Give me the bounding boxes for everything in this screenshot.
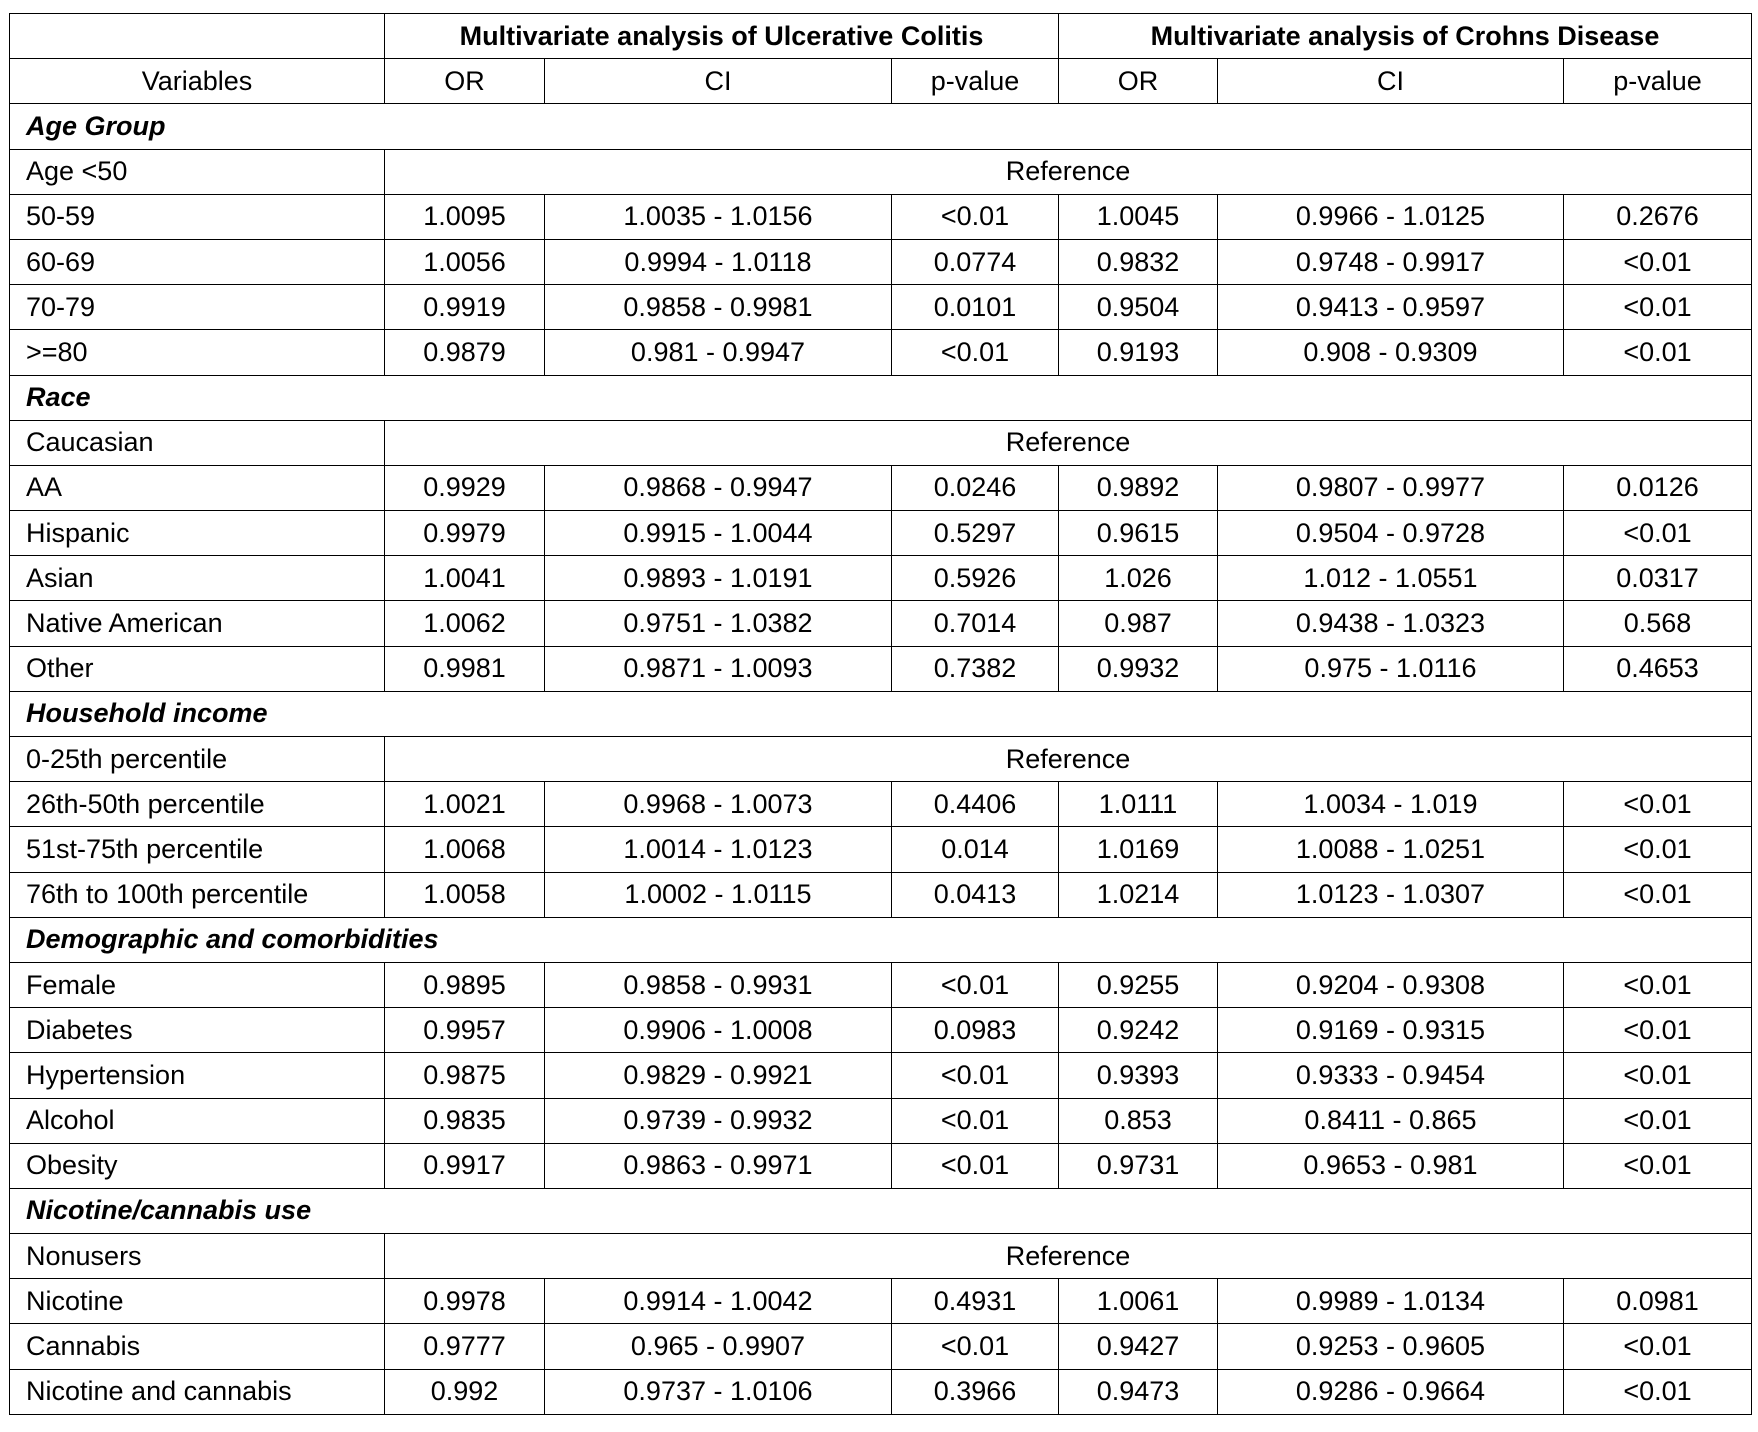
variable-label: Hypertension [10, 1053, 385, 1098]
cd-or-cell: 1.0111 [1059, 782, 1218, 827]
section-header-row [10, 104, 1752, 149]
cd-pvalue-cell: <0.01 [1564, 1008, 1752, 1053]
uc-or-cell: 0.9979 [385, 511, 545, 556]
reference-row [10, 149, 1752, 194]
variable-label: 0-25th percentile [10, 737, 385, 782]
table-row [10, 601, 1752, 646]
cd-ci-cell: 1.0123 - 1.0307 [1218, 872, 1564, 917]
cd-or-cell: 1.026 [1059, 556, 1218, 601]
variable-label: Nicotine and cannabis [10, 1369, 385, 1414]
cd-pvalue-cell: <0.01 [1564, 239, 1752, 284]
cd-or-cell: 0.9242 [1059, 1008, 1218, 1053]
variables-header: Variables [10, 59, 385, 104]
cd-ci-cell: 0.9253 - 0.9605 [1218, 1324, 1564, 1369]
uc-pvalue-cell: <0.01 [892, 962, 1059, 1007]
cd-or-cell: 0.9193 [1059, 330, 1218, 375]
cd-or-cell: 0.9473 [1059, 1369, 1218, 1414]
variable-label: Obesity [10, 1143, 385, 1188]
variable-label: Female [10, 962, 385, 1007]
cd-pvalue-cell: <0.01 [1564, 782, 1752, 827]
cd-or-cell: 0.987 [1059, 601, 1218, 646]
section-title: Household income [10, 691, 1752, 736]
cd-or-cell: 0.9427 [1059, 1324, 1218, 1369]
uc-pvalue-cell: 0.0101 [892, 285, 1059, 330]
uc-ci-cell: 1.0014 - 1.0123 [545, 827, 892, 872]
cd-pvalue-header: p-value [1564, 59, 1752, 104]
table-row [10, 511, 1752, 556]
uc-pvalue-cell: <0.01 [892, 330, 1059, 375]
uc-pvalue-cell: <0.01 [892, 1098, 1059, 1143]
cd-ci-cell: 0.9169 - 0.9315 [1218, 1008, 1564, 1053]
variable-label: 76th to 100th percentile [10, 872, 385, 917]
cd-pvalue-cell: <0.01 [1564, 1324, 1752, 1369]
cd-pvalue-cell: <0.01 [1564, 962, 1752, 1007]
reference-cell: Reference [385, 420, 1752, 465]
cd-pvalue-cell: <0.01 [1564, 1053, 1752, 1098]
uc-ci-cell: 0.9871 - 1.0093 [545, 646, 892, 691]
cd-pvalue-cell: 0.2676 [1564, 194, 1752, 239]
variable-label: Native American [10, 601, 385, 646]
uc-ci-cell: 1.0002 - 1.0115 [545, 872, 892, 917]
cd-or-cell: 0.9393 [1059, 1053, 1218, 1098]
uc-ci-cell: 0.9739 - 0.9932 [545, 1098, 892, 1143]
uc-ci-cell: 0.9994 - 1.0118 [545, 239, 892, 284]
uc-or-header: OR [385, 59, 545, 104]
uc-or-cell: 0.9981 [385, 646, 545, 691]
uc-ci-header: CI [545, 59, 892, 104]
uc-pvalue-header: p-value [892, 59, 1059, 104]
table-row [10, 1279, 1752, 1324]
cd-pvalue-cell: 0.0317 [1564, 556, 1752, 601]
variable-label: 70-79 [10, 285, 385, 330]
uc-or-cell: 1.0058 [385, 872, 545, 917]
blank-header-cell [10, 14, 385, 59]
uc-or-cell: 0.9777 [385, 1324, 545, 1369]
uc-ci-cell: 0.9893 - 1.0191 [545, 556, 892, 601]
uc-pvalue-cell: 0.0774 [892, 239, 1059, 284]
variable-label: Alcohol [10, 1098, 385, 1143]
variable-label: 26th-50th percentile [10, 782, 385, 827]
uc-pvalue-cell: 0.0983 [892, 1008, 1059, 1053]
uc-or-cell: 0.9919 [385, 285, 545, 330]
multivariate-analysis-table [9, 13, 1752, 1415]
cd-or-cell: 1.0214 [1059, 872, 1218, 917]
variable-label: 51st-75th percentile [10, 827, 385, 872]
cd-ci-cell: 0.9504 - 0.9728 [1218, 511, 1564, 556]
cd-or-cell: 0.9832 [1059, 239, 1218, 284]
uc-or-cell: 1.0041 [385, 556, 545, 601]
reference-cell: Reference [385, 737, 1752, 782]
variable-label: Cannabis [10, 1324, 385, 1369]
uc-group-header: Multivariate analysis of Ulcerative Colitis [385, 14, 1059, 59]
table-row [10, 872, 1752, 917]
cd-ci-cell: 1.0034 - 1.019 [1218, 782, 1564, 827]
uc-pvalue-cell: 0.5926 [892, 556, 1059, 601]
section-header-row [10, 691, 1752, 736]
table-row [10, 1324, 1752, 1369]
section-header-row [10, 1188, 1752, 1233]
uc-pvalue-cell: <0.01 [892, 1143, 1059, 1188]
cd-or-header: OR [1059, 59, 1218, 104]
cd-or-cell: 1.0061 [1059, 1279, 1218, 1324]
section-title: Race [10, 375, 1752, 420]
uc-pvalue-cell: 0.3966 [892, 1369, 1059, 1414]
uc-or-cell: 0.9957 [385, 1008, 545, 1053]
uc-pvalue-cell: 0.0413 [892, 872, 1059, 917]
cd-pvalue-cell: 0.568 [1564, 601, 1752, 646]
variable-label: 50-59 [10, 194, 385, 239]
uc-or-cell: 0.9835 [385, 1098, 545, 1143]
section-title: Demographic and comorbidities [10, 917, 1752, 962]
uc-pvalue-cell: 0.7014 [892, 601, 1059, 646]
cd-ci-cell: 0.9748 - 0.9917 [1218, 239, 1564, 284]
reference-row [10, 737, 1752, 782]
column-header-row [10, 59, 1752, 104]
cd-pvalue-cell: <0.01 [1564, 827, 1752, 872]
cd-ci-cell: 0.8411 - 0.865 [1218, 1098, 1564, 1143]
table-row [10, 1098, 1752, 1143]
uc-pvalue-cell: <0.01 [892, 1324, 1059, 1369]
uc-or-cell: 0.992 [385, 1369, 545, 1414]
reference-row [10, 1234, 1752, 1279]
uc-ci-cell: 0.9968 - 1.0073 [545, 782, 892, 827]
table-row [10, 1053, 1752, 1098]
cd-or-cell: 0.9615 [1059, 511, 1218, 556]
table-container [9, 13, 1751, 1415]
uc-pvalue-cell: 0.5297 [892, 511, 1059, 556]
uc-pvalue-cell: 0.4406 [892, 782, 1059, 827]
table-row [10, 556, 1752, 601]
cd-or-cell: 0.9504 [1059, 285, 1218, 330]
cd-pvalue-cell: 0.0126 [1564, 465, 1752, 510]
variable-label: AA [10, 465, 385, 510]
cd-pvalue-cell: <0.01 [1564, 1098, 1752, 1143]
table-row [10, 1143, 1752, 1188]
uc-ci-cell: 0.965 - 0.9907 [545, 1324, 892, 1369]
variable-label: 60-69 [10, 239, 385, 284]
table-row [10, 1008, 1752, 1053]
uc-ci-cell: 0.9915 - 1.0044 [545, 511, 892, 556]
reference-cell: Reference [385, 149, 1752, 194]
cd-ci-cell: 0.9413 - 0.9597 [1218, 285, 1564, 330]
table-row [10, 285, 1752, 330]
cd-pvalue-cell: 0.4653 [1564, 646, 1752, 691]
cd-ci-cell: 0.9807 - 0.9977 [1218, 465, 1564, 510]
cd-pvalue-cell: <0.01 [1564, 1369, 1752, 1414]
uc-pvalue-cell: 0.0246 [892, 465, 1059, 510]
table-header [10, 14, 1752, 104]
uc-pvalue-cell: 0.7382 [892, 646, 1059, 691]
cd-ci-cell: 1.0088 - 1.0251 [1218, 827, 1564, 872]
cd-or-cell: 0.9892 [1059, 465, 1218, 510]
cd-pvalue-cell: <0.01 [1564, 511, 1752, 556]
cd-pvalue-cell: 0.0981 [1564, 1279, 1752, 1324]
reference-cell: Reference [385, 1234, 1752, 1279]
table-row [10, 330, 1752, 375]
variable-label: Diabetes [10, 1008, 385, 1053]
cd-ci-cell: 0.9989 - 1.0134 [1218, 1279, 1564, 1324]
cd-or-cell: 0.9255 [1059, 962, 1218, 1007]
uc-ci-cell: 1.0035 - 1.0156 [545, 194, 892, 239]
uc-or-cell: 1.0068 [385, 827, 545, 872]
variable-label: Asian [10, 556, 385, 601]
section-header-row [10, 375, 1752, 420]
uc-or-cell: 1.0056 [385, 239, 545, 284]
cd-ci-cell: 1.012 - 1.0551 [1218, 556, 1564, 601]
variable-label: Nicotine [10, 1279, 385, 1324]
uc-or-cell: 0.9978 [385, 1279, 545, 1324]
section-header-row [10, 917, 1752, 962]
cd-group-header: Multivariate analysis of Crohns Disease [1059, 14, 1752, 59]
uc-ci-cell: 0.9863 - 0.9971 [545, 1143, 892, 1188]
cd-ci-cell: 0.9653 - 0.981 [1218, 1143, 1564, 1188]
uc-pvalue-cell: 0.014 [892, 827, 1059, 872]
uc-or-cell: 0.9929 [385, 465, 545, 510]
cd-ci-cell: 0.9204 - 0.9308 [1218, 962, 1564, 1007]
uc-or-cell: 0.9879 [385, 330, 545, 375]
table-row [10, 782, 1752, 827]
variable-label: >=80 [10, 330, 385, 375]
uc-ci-cell: 0.9868 - 0.9947 [545, 465, 892, 510]
cd-or-cell: 0.853 [1059, 1098, 1218, 1143]
variable-label: Other [10, 646, 385, 691]
table-row [10, 962, 1752, 1007]
table-row [10, 239, 1752, 284]
variable-label: Age <50 [10, 149, 385, 194]
table-row [10, 827, 1752, 872]
section-title: Nicotine/cannabis use [10, 1188, 1752, 1233]
cd-ci-cell: 0.975 - 1.0116 [1218, 646, 1564, 691]
cd-or-cell: 1.0045 [1059, 194, 1218, 239]
variable-label: Nonusers [10, 1234, 385, 1279]
cd-or-cell: 0.9932 [1059, 646, 1218, 691]
table-body [10, 104, 1752, 1414]
uc-ci-cell: 0.9829 - 0.9921 [545, 1053, 892, 1098]
uc-ci-cell: 0.9906 - 1.0008 [545, 1008, 892, 1053]
variable-label: Hispanic [10, 511, 385, 556]
cd-ci-cell: 0.9333 - 0.9454 [1218, 1053, 1564, 1098]
cd-pvalue-cell: <0.01 [1564, 285, 1752, 330]
table-row [10, 194, 1752, 239]
uc-ci-cell: 0.9858 - 0.9931 [545, 962, 892, 1007]
cd-or-cell: 1.0169 [1059, 827, 1218, 872]
cd-ci-cell: 0.9438 - 1.0323 [1218, 601, 1564, 646]
uc-or-cell: 1.0095 [385, 194, 545, 239]
cd-pvalue-cell: <0.01 [1564, 1143, 1752, 1188]
uc-ci-cell: 0.9858 - 0.9981 [545, 285, 892, 330]
reference-row [10, 420, 1752, 465]
cd-pvalue-cell: <0.01 [1564, 330, 1752, 375]
uc-ci-cell: 0.9914 - 1.0042 [545, 1279, 892, 1324]
cd-or-cell: 0.9731 [1059, 1143, 1218, 1188]
cd-ci-cell: 0.9966 - 1.0125 [1218, 194, 1564, 239]
cd-pvalue-cell: <0.01 [1564, 872, 1752, 917]
uc-pvalue-cell: <0.01 [892, 1053, 1059, 1098]
cd-ci-cell: 0.9286 - 0.9664 [1218, 1369, 1564, 1414]
uc-or-cell: 1.0021 [385, 782, 545, 827]
table-row [10, 465, 1752, 510]
table-row [10, 646, 1752, 691]
uc-ci-cell: 0.9751 - 1.0382 [545, 601, 892, 646]
uc-ci-cell: 0.981 - 0.9947 [545, 330, 892, 375]
cd-ci-cell: 0.908 - 0.9309 [1218, 330, 1564, 375]
uc-or-cell: 0.9917 [385, 1143, 545, 1188]
group-header-row [10, 14, 1752, 59]
variable-label: Caucasian [10, 420, 385, 465]
table-row [10, 1369, 1752, 1414]
uc-or-cell: 0.9895 [385, 962, 545, 1007]
uc-or-cell: 1.0062 [385, 601, 545, 646]
uc-pvalue-cell: <0.01 [892, 194, 1059, 239]
cd-ci-header: CI [1218, 59, 1564, 104]
section-title: Age Group [10, 104, 1752, 149]
uc-ci-cell: 0.9737 - 1.0106 [545, 1369, 892, 1414]
uc-pvalue-cell: 0.4931 [892, 1279, 1059, 1324]
uc-or-cell: 0.9875 [385, 1053, 545, 1098]
